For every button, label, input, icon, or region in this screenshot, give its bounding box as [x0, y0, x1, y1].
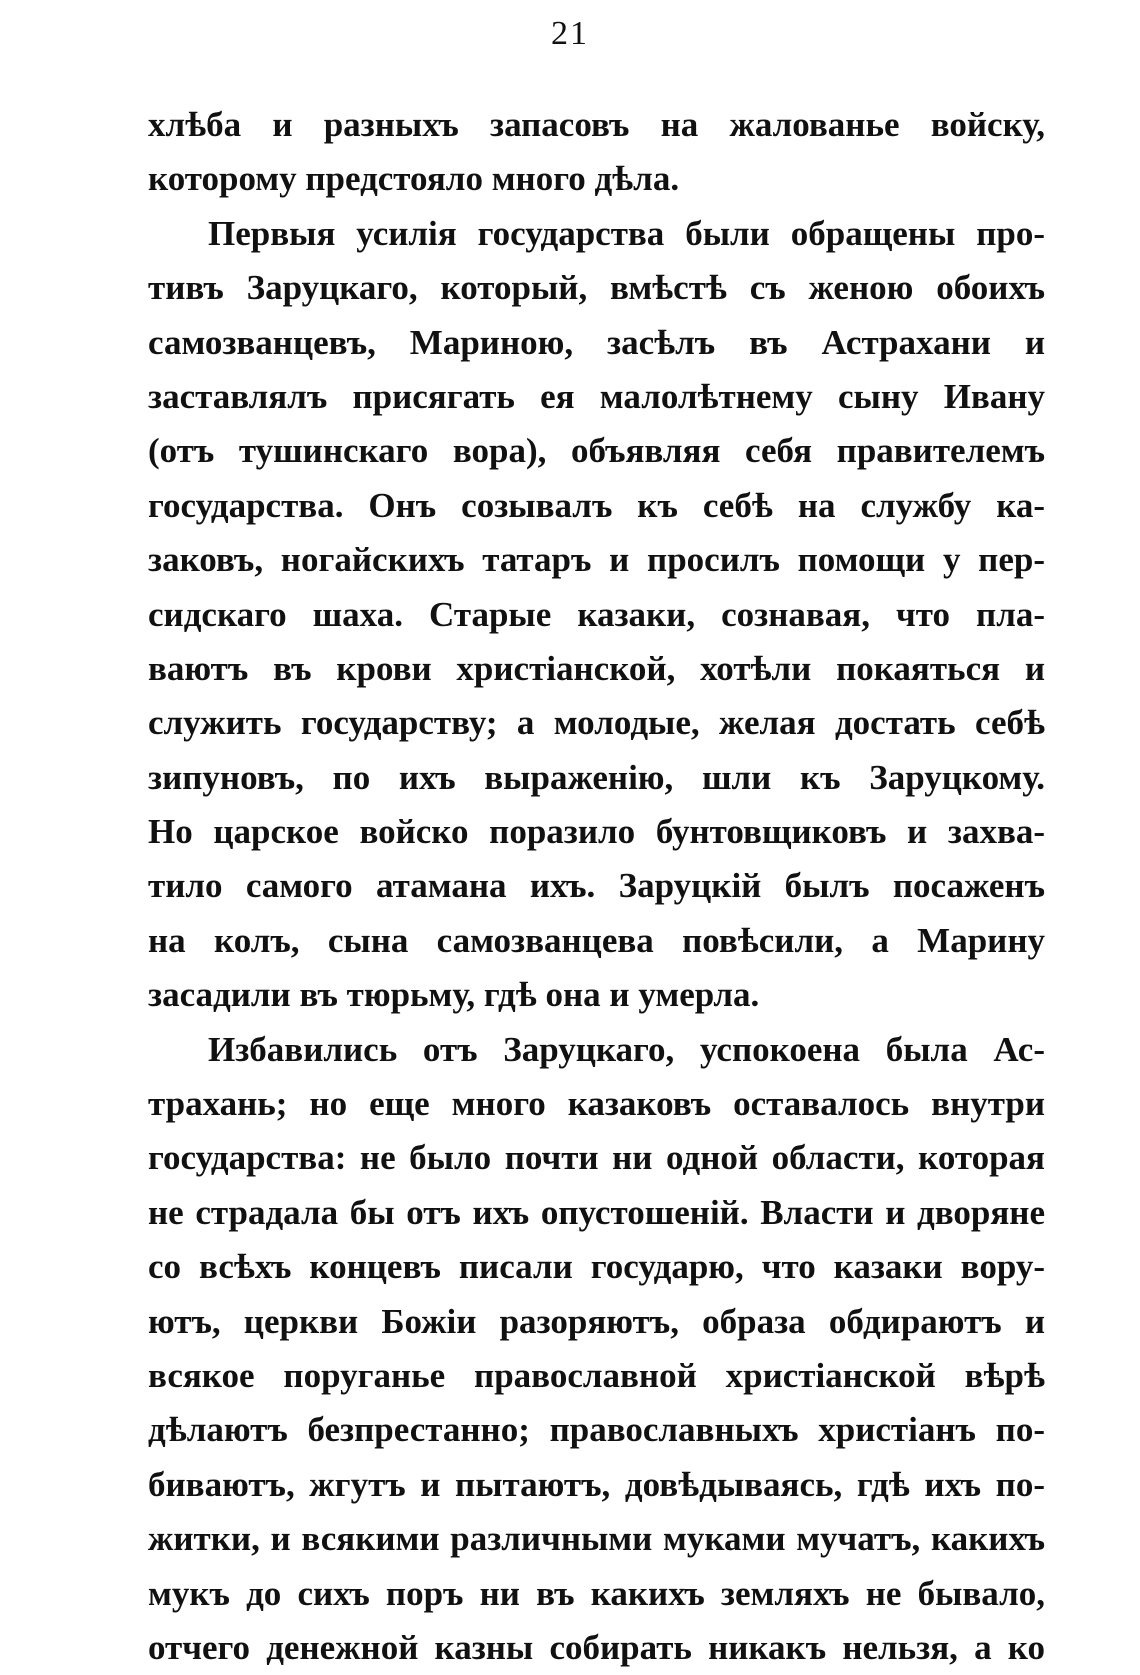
- text-line: дѣлаютъ безпрестанно; православныхъ христіанъ по-: [148, 1410, 1045, 1450]
- text-line: со всѣхъ концевъ писали государю, что казаки вору-: [148, 1247, 1045, 1287]
- text-line: тивъ Заруцкаго, который, вмѣстѣ съ женою обоихъ: [148, 268, 1045, 308]
- text-line: (отъ тушинскаго вора), объявляя себя правителемъ: [148, 431, 1045, 471]
- text-line: отчего денежной казны собирать никакъ нельзя, а ко: [148, 1627, 1045, 1667]
- text-line: житки, и всякими различными муками мучатъ, какихъ: [148, 1519, 1045, 1559]
- body-text: [148, 98, 1045, 1675]
- text-line: государства: не было почти ни одной области, которая: [148, 1138, 1045, 1178]
- text-line: мукъ до сихъ поръ ни въ какихъ земляхъ не бывало,: [148, 1573, 1045, 1613]
- text-line: всякое поруганье православной христіанской вѣрѣ: [148, 1355, 1045, 1395]
- text-line: служить государству; а молодые, желая достать себѣ: [148, 703, 1045, 743]
- text-line: сидскаго шаха. Старые казаки, сознавая, что пла-: [148, 594, 1045, 634]
- text-line: на колъ, сына самозванцева повѣсили, а Марину: [148, 920, 1045, 960]
- page-number: 21: [551, 15, 589, 52]
- text-line: Избавились отъ Заруцкаго, успокоена была Ас-: [208, 1029, 1045, 1069]
- paragraph-1: [148, 98, 1045, 207]
- text-line: ваютъ въ крови христіанской, хотѣли покаяться и: [148, 648, 1045, 688]
- paragraph-2: [148, 207, 1045, 1023]
- text-line: засадили въ тюрьму, гдѣ она и умерла.: [148, 975, 760, 1015]
- text-line: государства. Онъ созывалъ къ себѣ на службу ка-: [148, 485, 1045, 525]
- text-line: хлѣба и разныхъ запасовъ на жалованье войску,: [148, 105, 1045, 144]
- text-line: трахань; но еще много казаковъ оставалось внутри: [148, 1084, 1045, 1124]
- text-line: биваютъ, жгутъ и пытаютъ, довѣдываясь, гдѣ ихъ по-: [148, 1464, 1045, 1504]
- text-line: не страдала бы отъ ихъ опустошеній. Власти и дворяне: [148, 1192, 1045, 1232]
- text-line: которому предстояло много дѣла.: [148, 159, 680, 199]
- text-line: тило самого атамана ихъ. Заруцкій былъ посаженъ: [148, 866, 1045, 906]
- text-line: Но царское войско поразило бунтовщиковъ и захва-: [148, 812, 1045, 852]
- paragraph-3: [148, 1023, 1045, 1675]
- text-line: Первыя усилія государства были обращены про-: [208, 213, 1045, 253]
- text-line: заковъ, ногайскихъ татаръ и просилъ помощи у пер-: [148, 540, 1045, 580]
- text-line: ютъ, церкви Божіи разоряютъ, образа обдираютъ и: [148, 1301, 1045, 1341]
- text-line: зипуновъ, по ихъ выраженію, шли къ Заруцкому.: [148, 757, 1045, 797]
- text-line: заставлялъ присягать ея малолѣтнему сыну Ивану: [148, 376, 1045, 416]
- text-line: самозванцевъ, Мариною, засѣлъ въ Астрахани и: [148, 322, 1045, 362]
